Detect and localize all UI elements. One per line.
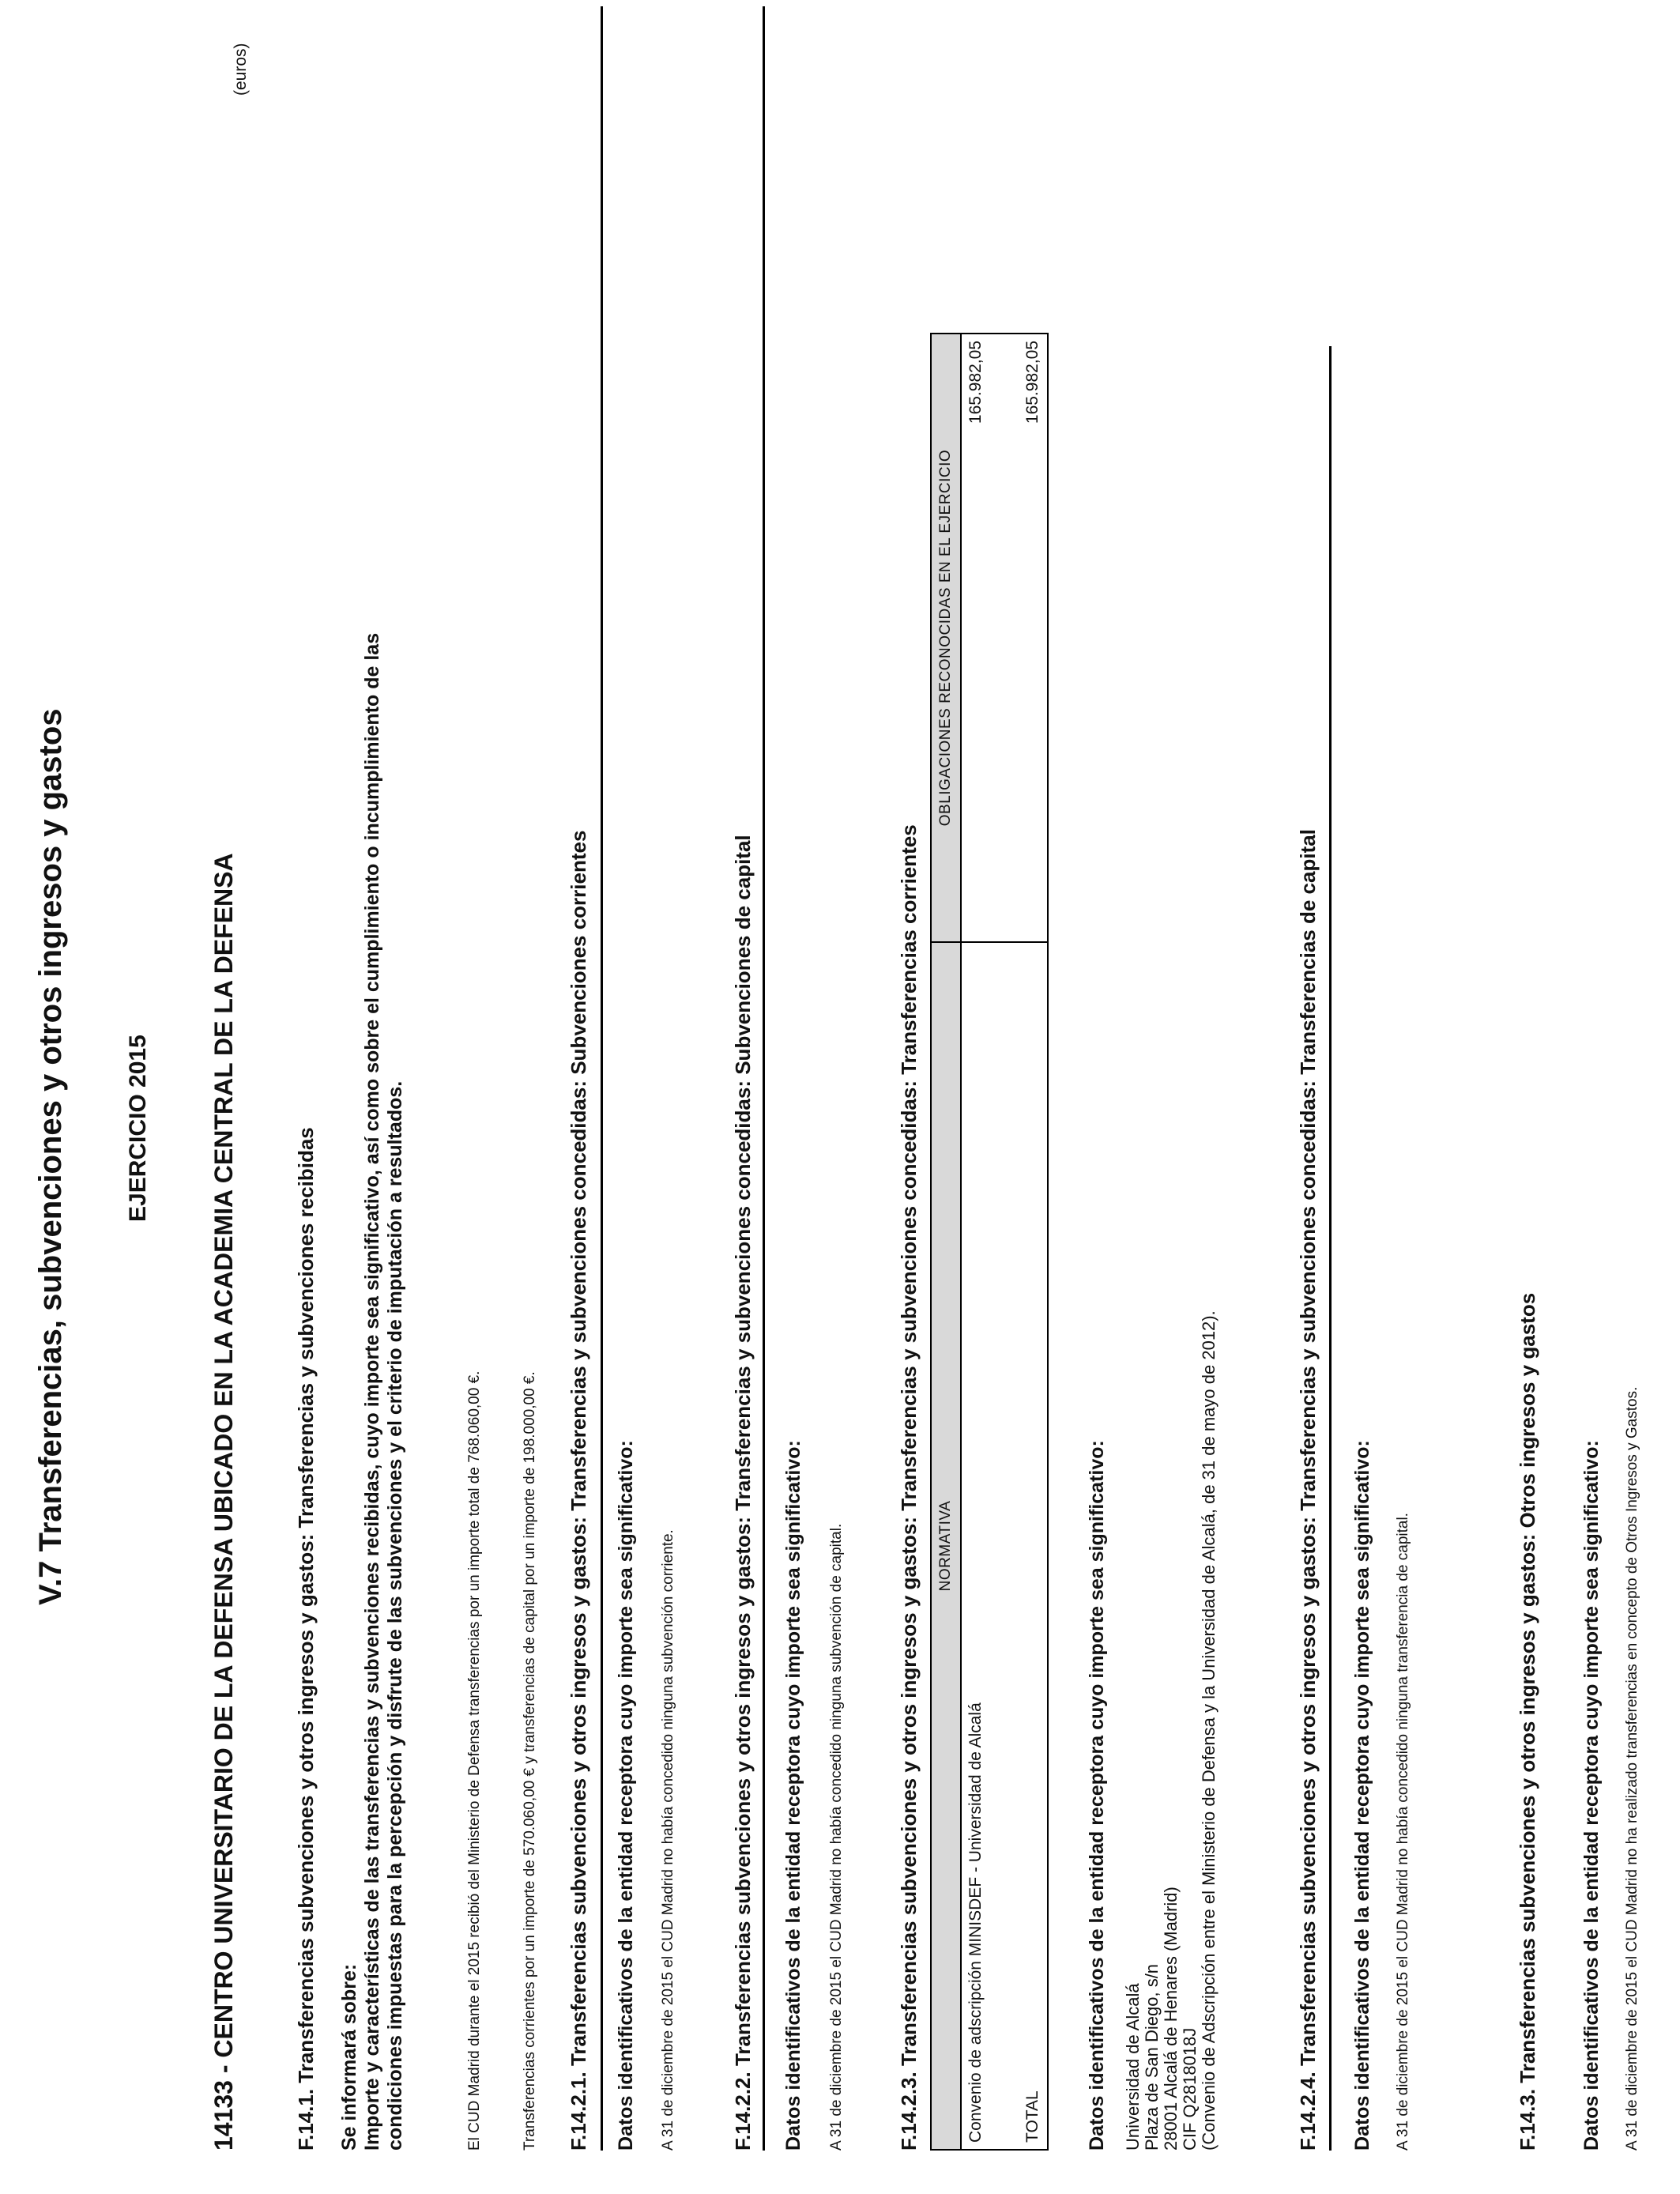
- section-f141-heading: F.14.1. Transferencias subvenciones y otros ingresos y gastos: Transferencias y subvenciones recibidas: [294, 1127, 318, 2151]
- page-title: V.7 Transferencias, subvenciones y otros ingresos y gastos: [33, 708, 68, 1605]
- f143-datos-label: Datos identificativos de la entidad receptora cuyo importe sea significativo:: [1580, 1440, 1603, 2151]
- entidad-nombre: Universidad de Alcalá: [1123, 1983, 1143, 2151]
- row-normativa: Convenio de adscripción MINISDEF - Universidad de Alcalá: [961, 942, 990, 2150]
- table-spacer-row: [990, 334, 1019, 2150]
- f1421-datos-label: Datos identificativos de la entidad receptora cuyo importe sea significativo:: [615, 1440, 637, 2151]
- f1421-text: A 31 de diciembre de 2015 el CUD Madrid no había concedido ninguna subvención corriente.: [660, 1529, 676, 2151]
- transferencias-corrientes-table: [930, 333, 1049, 2151]
- f141-text-2: Transferencias corrientes por un importe de 570.060,00 € y transferencias de capital por un importe de 198.000,00 €.: [522, 1371, 538, 2151]
- table-row: [961, 334, 990, 2150]
- table-total-row: [1019, 334, 1048, 2150]
- f1422-text: A 31 de diciembre de 2015 el CUD Madrid no había concedido ninguna subvención de capital.: [828, 1523, 845, 2151]
- f1423-datos-label: Datos identificativos de la entidad receptora cuyo importe sea significativo:: [1086, 1440, 1108, 2151]
- section-f143-heading: F.14.3. Transferencias subvenciones y otros ingresos y gastos: Otros ingresos y gastos: [1516, 1292, 1539, 2151]
- informara-label: Se informará sobre:: [338, 1963, 360, 2151]
- info-line-2: condiciones impuestas para la percepción y disfrute de las subvenciones y el criterio de imputación a resultados.: [384, 1080, 406, 2151]
- table-header-row: [931, 334, 961, 2150]
- section-divider: [601, 6, 603, 2151]
- total-importe: 165.982,05: [1019, 334, 1048, 942]
- row-importe: 165.982,05: [961, 334, 990, 942]
- section-divider: [763, 6, 765, 2151]
- entidad-ciudad: 28001 Alcalá de Henares (Madrid): [1161, 1887, 1181, 2151]
- entidad-direccion: Plaza de San Diego, s/n: [1142, 1963, 1162, 2151]
- entidad-convenio: (Convenio de Adscripción entre el Ministerio de Defensa y la Universidad de Alcalá, de 31 de mayo de 2012).: [1199, 1310, 1219, 2151]
- section-f1423-heading: F.14.2.3. Transferencias subvenciones y otros ingresos y gastos: Transferencias y subvenciones concedidas: Transferencias corrientes: [897, 824, 921, 2151]
- entidad-cif: CIF Q2818018J: [1180, 2027, 1200, 2151]
- section-divider: [1329, 346, 1332, 2151]
- col-normativa: NORMATIVA: [931, 942, 961, 2150]
- section-f1421-heading: F.14.2.1. Transferencias subvenciones y otros ingresos y gastos: Transferencias y subvenciones concedidas: Subvenciones corrientes: [567, 830, 590, 2151]
- info-line-1: Importe y características de las transferencias y subvenciones recibidas, cuyo importe sea significativo, así como sobre el cumplimiento o incumplimiento de las: [361, 632, 383, 2151]
- f143-text: A 31 de diciembre de 2015 el CUD Madrid no ha realizado transferencias en concepto de Otros Ingresos y Gastos.: [1624, 1386, 1640, 2151]
- section-f1424-heading: F.14.2.4. Transferencias subvenciones y otros ingresos y gastos: Transferencias y subvenciones concedidas: Transferencias de capital: [1296, 829, 1320, 2151]
- f1424-text: A 31 de diciembre de 2015 el CUD Madrid no había concedido ninguna transferencia de capital.: [1395, 1513, 1411, 2151]
- col-obligaciones: OBLIGACIONES RECONOCIDAS EN EL EJERCICIO: [931, 334, 961, 942]
- units-label: (euros): [232, 43, 250, 96]
- f1424-datos-label: Datos identificativos de la entidad receptora cuyo importe sea significativo:: [1351, 1440, 1373, 2151]
- f1422-datos-label: Datos identificativos de la entidad receptora cuyo importe sea significativo:: [782, 1440, 804, 2151]
- total-label: TOTAL: [1019, 942, 1048, 2150]
- f141-text-1: El CUD Madrid durante el 2015 recibió del Ministerio de Defensa transferencias por un importe total de 768.060,00 €.: [466, 1370, 483, 2151]
- section-f1422-heading: F.14.2.2. Transferencias subvenciones y otros ingresos y gastos: Transferencias y subvenciones concedidas: Subvenciones de capital: [731, 835, 755, 2151]
- organismo-title: 14133 - CENTRO UNIVERSITARIO DE LA DEFENSA UBICADO EN LA ACADEMIA CENTRAL DE LA DEFENSA: [209, 853, 238, 2151]
- ejercicio-label: EJERCICIO 2015: [125, 1035, 151, 1222]
